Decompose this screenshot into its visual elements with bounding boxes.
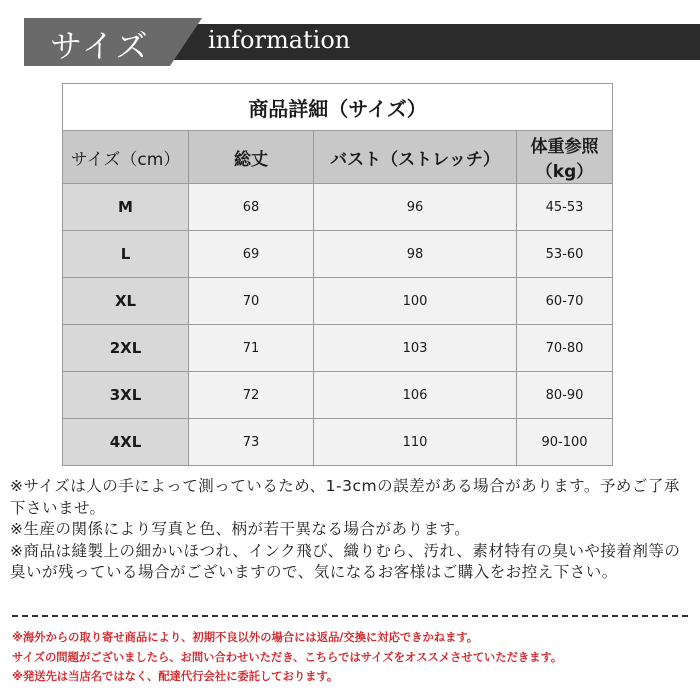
- bust-cell: 96: [314, 184, 517, 231]
- length-cell: 70: [189, 278, 314, 325]
- size-cell: 4XL: [63, 419, 189, 466]
- table-row: [63, 372, 613, 419]
- table-row: [63, 231, 613, 278]
- size-table: [62, 83, 613, 466]
- size-cell: M: [63, 184, 189, 231]
- table-header-row: [63, 131, 613, 184]
- header-weight-line1: 体重参照: [530, 137, 599, 157]
- weight-cell: 45-53: [517, 184, 613, 231]
- footer-line-shipping: ※発送先は当店名ではなく、配達代行会社に委託しております。: [12, 670, 339, 683]
- length-cell: 73: [189, 419, 314, 466]
- footer-line-size: サイズの問題がございましたら、お問い合わせいただき、こちらではサイズをオススメさせていただきます。: [12, 650, 563, 664]
- footer-notice: [12, 628, 697, 687]
- note-measurement: ※サイズは人の手によって測っているため、1-3cmの誤差がある場合があります。予めご了承下さいませ。: [10, 477, 680, 517]
- weight-cell: 53-60: [517, 231, 613, 278]
- notes-section: [10, 476, 695, 584]
- bust-cell: 103: [314, 325, 517, 372]
- note-color: ※生産の関係により写真と色、柄が若干異なる場合があります。: [10, 520, 471, 538]
- header-weight: [517, 131, 613, 184]
- weight-cell: 70-80: [517, 325, 613, 372]
- size-cell: XL: [63, 278, 189, 325]
- dashed-divider: [12, 615, 688, 617]
- header-bust: バスト（ストレッチ）: [314, 131, 517, 184]
- banner-info-label: information: [208, 26, 351, 54]
- banner-tab-label: サイズ: [50, 27, 150, 65]
- bust-cell: 98: [314, 231, 517, 278]
- length-cell: 71: [189, 325, 314, 372]
- table-title-row: [63, 84, 613, 131]
- table-row: [63, 419, 613, 466]
- table-row: [63, 184, 613, 231]
- weight-cell: 90-100: [517, 419, 613, 466]
- table-row: [63, 325, 613, 372]
- weight-cell: 60-70: [517, 278, 613, 325]
- bust-cell: 110: [314, 419, 517, 466]
- length-cell: 72: [189, 372, 314, 419]
- bust-cell: 100: [314, 278, 517, 325]
- size-cell: 2XL: [63, 325, 189, 372]
- header-weight-line2: （kg）: [535, 162, 594, 182]
- bust-cell: 106: [314, 372, 517, 419]
- size-cell: L: [63, 231, 189, 278]
- weight-cell: 80-90: [517, 372, 613, 419]
- header-length: 総丈: [189, 131, 314, 184]
- length-cell: 69: [189, 231, 314, 278]
- length-cell: 68: [189, 184, 314, 231]
- table-row: [63, 278, 613, 325]
- footer-line-returns: ※海外からの取り寄せ商品により、初期不良以外の場合には返品/交換に対応できかねます。: [12, 631, 479, 644]
- note-quality: ※商品は縫製上の細かいほつれ、インク飛び、織りむら、汚れ、素材特有の臭いや接着剤等の臭いが残っている場合がございますので、気になるお客様はご購入をお控え下さい。: [10, 541, 681, 581]
- info-banner: [0, 18, 700, 66]
- table-title: 商品詳細（サイズ）: [63, 84, 613, 131]
- size-cell: 3XL: [63, 372, 189, 419]
- header-size: サイズ（cm）: [63, 131, 189, 184]
